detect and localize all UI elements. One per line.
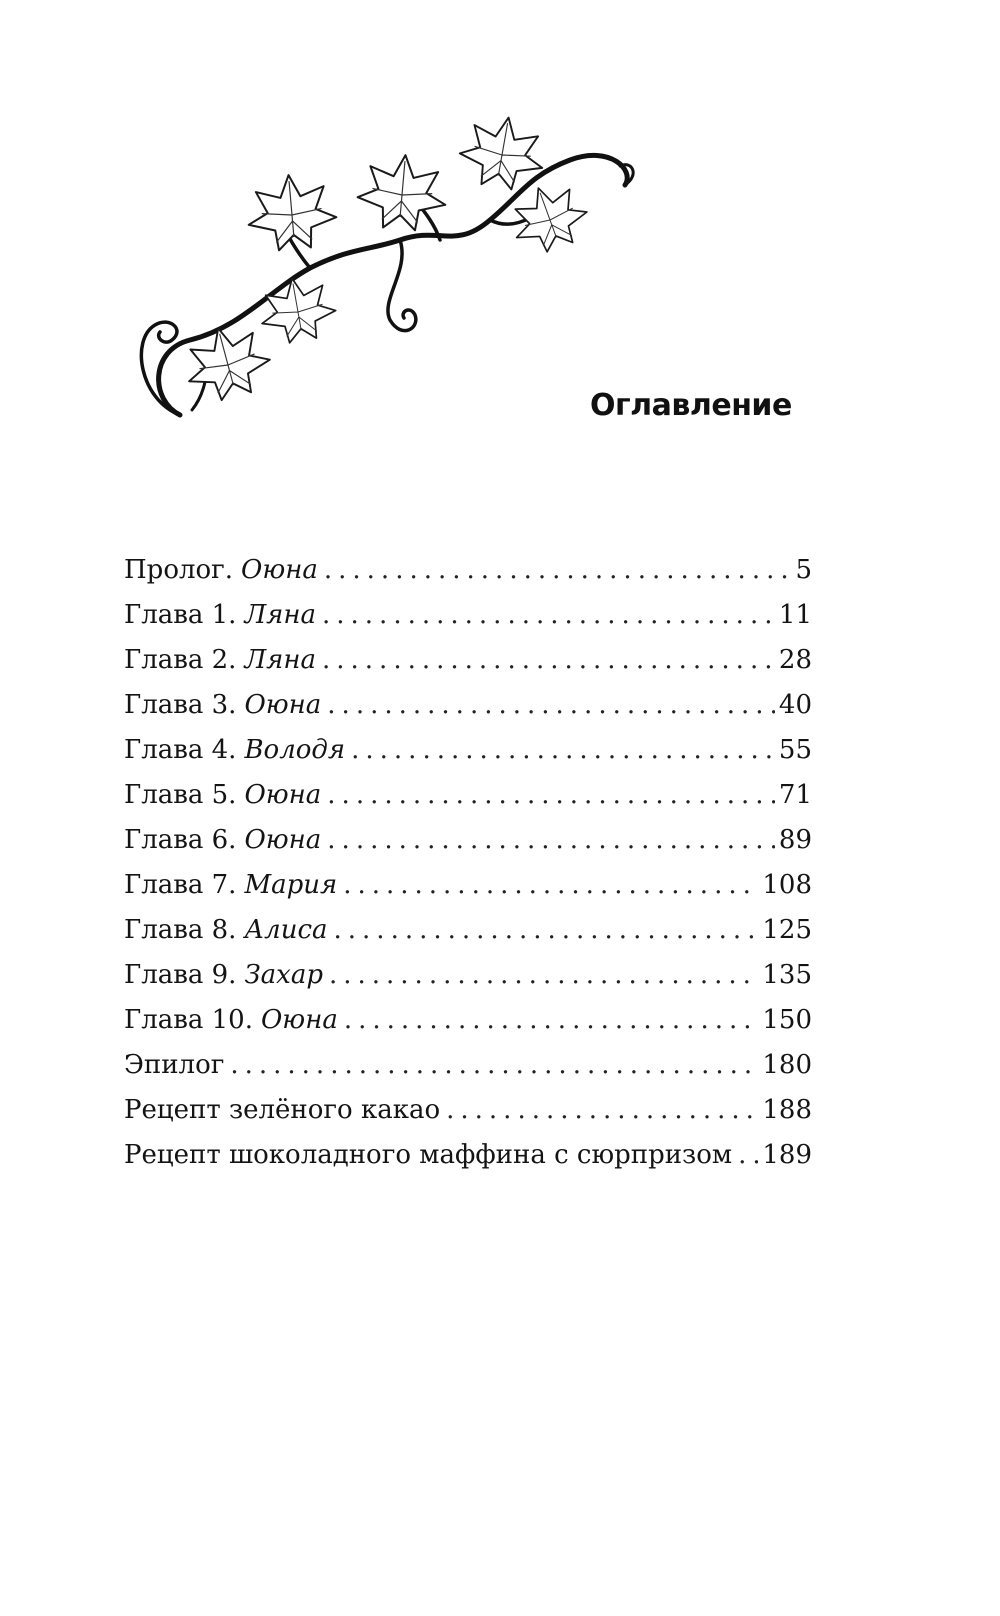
- ivy-leaf: [178, 317, 277, 407]
- toc-page-number: 28: [778, 645, 812, 675]
- toc-entry-narrator: Володя: [244, 735, 346, 765]
- ivy-leaf: [503, 175, 595, 260]
- toc-entry: [124, 683, 812, 728]
- toc-entry-narrator: Ляна: [244, 600, 316, 630]
- toc-entry: [124, 728, 812, 773]
- toc-entry: [124, 818, 812, 863]
- toc-page-number: 40: [778, 690, 812, 720]
- toc-entry: [124, 1043, 812, 1088]
- toc-dot-leader: [329, 953, 758, 998]
- toc-page-number: 188: [762, 1095, 812, 1125]
- toc-entry: [124, 593, 812, 638]
- toc-entry-title: Глава 1.: [124, 600, 237, 630]
- toc-entry-title: Рецепт зелёного какао: [124, 1095, 441, 1125]
- toc-entry-title: Глава 4.: [124, 735, 237, 765]
- toc-page-number: 150: [762, 1005, 812, 1035]
- toc-entry-title: Глава 3.: [124, 690, 237, 720]
- toc-entry: [124, 863, 812, 908]
- toc-page-number: 5: [795, 555, 812, 585]
- toc-page-number: 125: [762, 915, 812, 945]
- toc-entry: [124, 548, 812, 593]
- toc-page-number: 108: [762, 870, 812, 900]
- toc-entry-title: Глава 10.: [124, 1005, 253, 1035]
- toc-page-number: 71: [778, 780, 812, 810]
- toc-entry-narrator: Захар: [244, 960, 323, 990]
- toc-entry-narrator: Ляна: [244, 645, 316, 675]
- toc-entry: [124, 1088, 812, 1133]
- toc-entry-title: Глава 9.: [124, 960, 237, 990]
- toc-page-number: 180: [762, 1050, 812, 1080]
- toc-page-number: 11: [778, 600, 812, 630]
- toc-dot-leader: [324, 548, 792, 593]
- toc-dot-leader: [738, 1133, 758, 1178]
- toc-entry-title: Глава 2.: [124, 645, 237, 675]
- toc-dot-leader: [327, 773, 775, 818]
- toc-dot-leader: [334, 908, 759, 953]
- toc-entry-title: Глава 6.: [124, 825, 237, 855]
- toc-entry: [124, 638, 812, 683]
- toc-entry-title: Пролог.: [124, 555, 234, 585]
- toc-entry: [124, 908, 812, 953]
- toc-dot-leader: [344, 998, 759, 1043]
- toc-entry: [124, 773, 812, 818]
- toc-entry-narrator: Оюна: [244, 825, 322, 855]
- toc-dot-leader: [327, 818, 775, 863]
- toc-entry-narrator: Оюна: [260, 1005, 338, 1035]
- toc-dot-leader: [322, 593, 775, 638]
- toc-dot-leader: [446, 1088, 758, 1133]
- toc-page-number: 89: [778, 825, 812, 855]
- toc-dot-leader: [230, 1043, 758, 1088]
- toc-entry: [124, 953, 812, 998]
- ivy-leaf: [355, 151, 449, 232]
- toc-dot-leader: [327, 683, 775, 728]
- table-of-contents: [124, 548, 812, 1178]
- toc-entry-narrator: Оюна: [241, 555, 318, 585]
- toc-dot-leader: [343, 863, 758, 908]
- toc-dot-leader: [322, 638, 775, 683]
- vine-tendril: [388, 240, 416, 331]
- toc-entry-narrator: Оюна: [244, 690, 322, 720]
- ivy-vine-ornament: [110, 100, 670, 470]
- toc-entry-title: Глава 7.: [124, 870, 237, 900]
- ivy-leaf: [255, 272, 340, 347]
- toc-page-number: 135: [762, 960, 812, 990]
- toc-entry-narrator: Алиса: [244, 915, 328, 945]
- toc-page-number: 189: [762, 1140, 812, 1170]
- toc-entry-narrator: Оюна: [244, 780, 322, 810]
- toc-entry-narrator: Мария: [244, 870, 338, 900]
- toc-entry: [124, 998, 812, 1043]
- toc-dot-leader: [351, 728, 775, 773]
- toc-entry-title: Глава 8.: [124, 915, 237, 945]
- toc-entry-title: Глава 5.: [124, 780, 237, 810]
- toc-page-number: 55: [778, 735, 812, 765]
- toc-entry-title: Рецепт шоколадного маффина с сюрпризом: [124, 1140, 733, 1170]
- page-title: Оглавление: [590, 388, 792, 423]
- toc-entry: [124, 1133, 812, 1178]
- toc-entry-title: Эпилог: [124, 1050, 225, 1080]
